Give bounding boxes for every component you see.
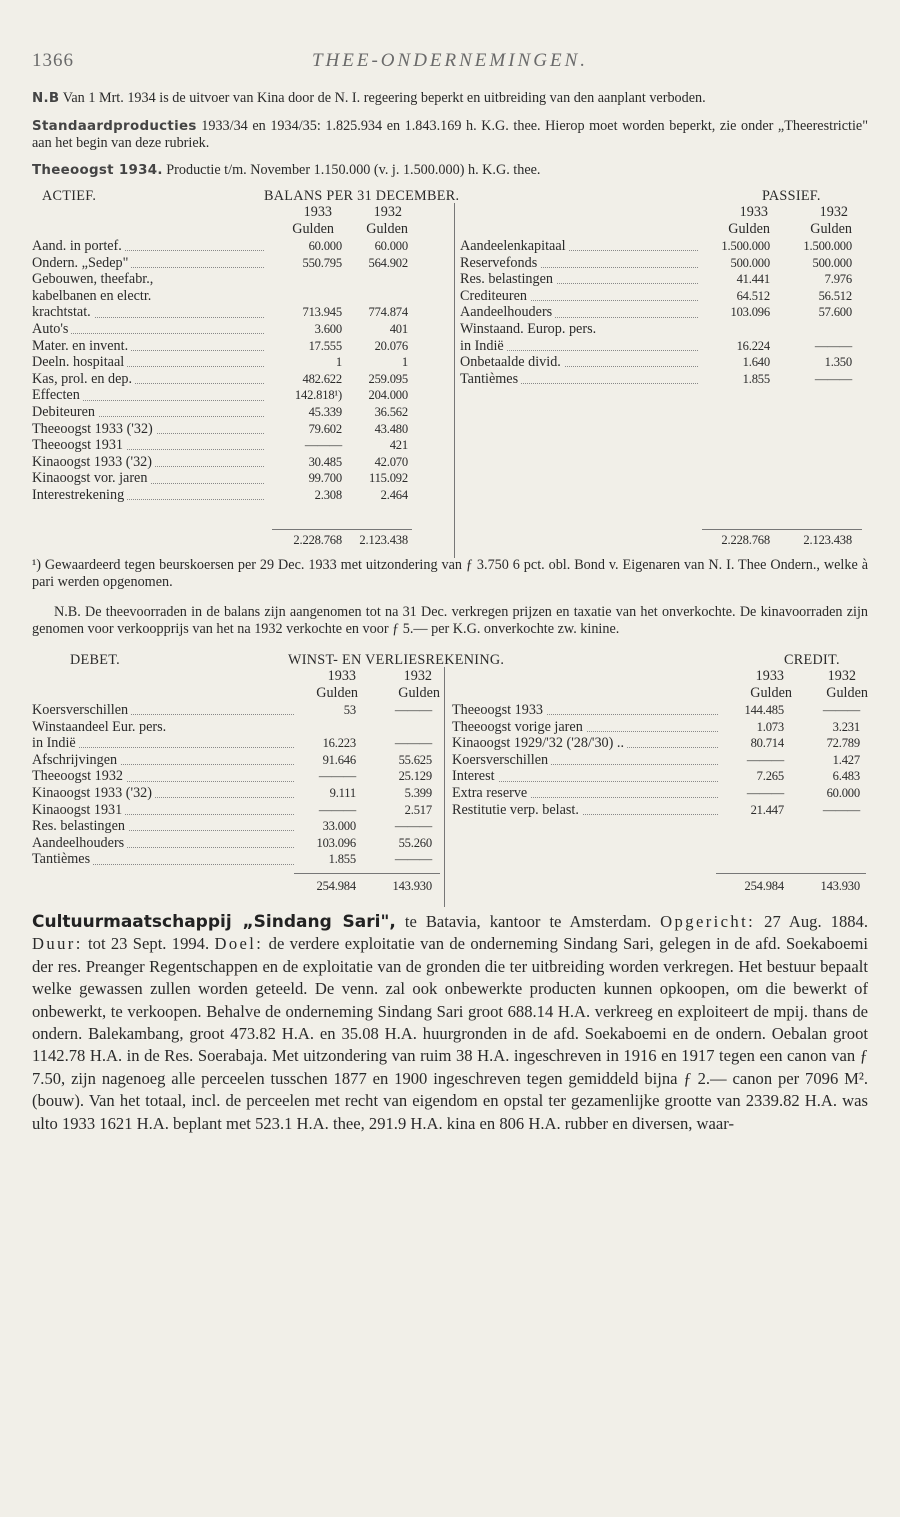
asset-label: Kas, prol. en dep. <box>32 372 135 387</box>
balance-divider <box>454 203 455 558</box>
asset-value-1933: ——— <box>304 438 342 453</box>
liability-value-1932: 7.976 <box>824 272 852 287</box>
founded-value: 27 Aug. 1884. <box>755 912 868 931</box>
balance-liab-year1: 1933 <box>739 204 768 220</box>
asset-value-1932: 204.000 <box>368 388 408 403</box>
asset-row <box>32 471 452 486</box>
running-header <box>32 50 868 90</box>
asset-label: kabelbanen en electr. <box>32 289 154 304</box>
balance-asset-year2: 1932 <box>373 204 402 220</box>
liability-row <box>460 305 860 320</box>
debit-label: Theeoogst 1932 <box>32 769 126 784</box>
company-description <box>32 911 868 1135</box>
credit-value-1933: 7.265 <box>756 769 784 784</box>
asset-label: Gebouwen, theefabr., <box>32 272 156 287</box>
credit-value-1933: 144.485 <box>744 703 784 717</box>
liability-value-1932: 1.350 <box>824 355 852 370</box>
nb-label: N.B <box>32 91 60 106</box>
asset-row <box>32 289 452 304</box>
credit-value-1932: 60.000 <box>826 786 860 800</box>
pl-left-total-rule <box>294 873 440 874</box>
balance-footnote: ¹) Gewaardeerd tegen beurskoersen per 29 Dec. 1933 met uitzondering van ƒ 3.750 6 pct. obl. Bond v. Eigenaren van N. I. Thee Ondern., welke à pari werden opgenomen. <box>32 557 868 590</box>
liability-value-1933: 500.000 <box>730 255 770 270</box>
asset-label: Debiteuren <box>32 405 98 420</box>
balance-left-total-1932: 2.123.438 <box>359 533 408 547</box>
pl-right-total-1932: 143.930 <box>820 879 860 893</box>
asset-label: Kinaoogst vor. jaren <box>32 471 150 486</box>
credit-value-1932: 3.231 <box>832 719 860 734</box>
credit-value-1932: ——— <box>822 703 860 717</box>
debit-row <box>32 703 442 718</box>
debit-value-1933: 91.646 <box>322 752 356 767</box>
liability-value-1933: 1.640 <box>742 355 770 370</box>
asset-value-1932: 115.092 <box>368 471 408 486</box>
pl-credit-unit1: Gulden <box>750 685 792 701</box>
debit-value-1932: 2.517 <box>404 802 432 817</box>
credit-value-1932: 72.789 <box>826 736 860 751</box>
debit-row <box>32 736 442 751</box>
credit-row <box>452 786 868 801</box>
intro-notes <box>32 90 868 179</box>
credit-label: Theeoogst 1933 <box>452 703 546 718</box>
asset-row <box>32 372 452 387</box>
liability-value-1932: ——— <box>814 371 852 386</box>
nb-text: Van 1 Mrt. 1934 is de uitvoer van Kina door de N. I. regeering beperkt en uitbreiding van den aanplant verboden. <box>62 90 706 106</box>
nb-stock-note: N.B. De theevoorraden in de balans zijn aangenomen tot na 31 Dec. verkregen prijzen en taxatie van het onverkochte. De kinavoorraden zijn genomen voor verkoopprijs van het na 1932 verkochte en voor ƒ 5.— per K.G. onverkochte zw. kinine. <box>32 604 868 637</box>
debit-row <box>32 819 442 834</box>
asset-row <box>32 488 452 503</box>
credit-row <box>452 720 868 735</box>
debit-value-1932: ——— <box>394 703 432 717</box>
debit-value-1933: 103.096 <box>316 835 356 850</box>
debit-value-1932: 55.260 <box>398 835 432 850</box>
credit-label: Restitutie verp. belast. <box>452 803 582 818</box>
balance-asset-unit1: Gulden <box>292 221 334 237</box>
pl-divider <box>444 667 445 907</box>
credit-value-1932: 1.427 <box>832 752 860 767</box>
asset-row <box>32 422 452 437</box>
debit-value-1933: 9.111 <box>329 786 356 800</box>
debit-label: in Indië <box>32 736 79 751</box>
liability-value-1933: 103.096 <box>730 305 770 320</box>
liability-row <box>460 256 860 271</box>
asset-value-1933: 3.600 <box>314 322 342 336</box>
liability-value-1932: 57.600 <box>818 305 852 320</box>
std-label: Standaardproducties <box>32 118 197 134</box>
document-page <box>32 50 868 1135</box>
credit-row <box>452 769 868 784</box>
debit-row <box>32 836 442 851</box>
credit-row <box>452 703 868 718</box>
pl-left-total-1933: 254.984 <box>316 879 356 893</box>
debit-label: Kinaoogst 1931 <box>32 803 125 818</box>
purpose-text: de verdere exploitatie van de onderneming Sindang Sari, gelegen in de afd. Soekaboemi der res. Preanger Regentschappen en de exploitatie van de gronden die ter uitbreiding worden verkregen. Het bestuur bepaalt welke gewassen zullen worden geteeld. De venn. zal ook onbewerkte producten kunnen opkoopen, om die bewerkt of onbewerkt, te verkoopen. Behalve de onderneming Sindang Sari groot 688.14 H.A. verkreeg en exploiteert de mpij. thans de ondern. Balekambang, groot 473.82 H.A. en 35.08 H.A. huurgronden in de afd. Soekaboemi en de ondern. Oebalan groot 1142.78 H.A. in de Res. Soerabaja. Met uitzondering van ruim 38 H.A. ingeschreven in 1916 en 1917 tegen een canon van ƒ 7.50, zijn nagenoeg alle perceelen tusschen 1877 en 1900 ingeschreven tegen gemiddeld bijna ƒ 2.— canon per 7096 M². (bouw). Van het totaal, incl. de perceelen met recht van eigendom en opstal ter gezamenlijke grootte van 2339.82 H.A. was ulto 1933 1621 H.A. beplant met 523.1 H.A. thee, 291.9 H.A. kina en 806 H.A. rubber en diversen, waar- <box>32 934 868 1133</box>
debit-value-1933: 53 <box>343 703 356 717</box>
liability-value-1932: ——— <box>814 338 852 353</box>
balance-right-total-1932: 2.123.438 <box>803 533 852 547</box>
asset-value-1932: 20.076 <box>374 338 408 353</box>
asset-value-1933: 45.339 <box>308 405 342 419</box>
asset-value-1933: 99.700 <box>308 471 342 486</box>
liability-value-1933: 1.500.000 <box>721 239 770 253</box>
purpose-label: Doel: <box>214 934 264 954</box>
debit-value-1932: 55.625 <box>398 752 432 767</box>
liability-value-1933: 64.512 <box>736 288 770 303</box>
liability-row <box>460 339 860 354</box>
debit-value-1933: 33.000 <box>322 819 356 834</box>
company-location: te Batavia, kantoor te Amsterdam. <box>395 912 652 931</box>
credit-label: Theeoogst vorige jaren <box>452 720 586 735</box>
pl-debit-year1: 1933 <box>327 668 356 684</box>
debit-value-1932: 5.399 <box>404 786 432 800</box>
debit-value-1933: 1.855 <box>328 852 356 867</box>
liability-value-1933: 1.855 <box>742 371 770 386</box>
pl-title: WINST- EN VERLIESREKENING. <box>288 652 505 668</box>
credit-value-1933: 1.073 <box>756 719 784 734</box>
credit-row <box>452 803 868 818</box>
pl-left-title: DEBET. <box>70 652 121 668</box>
balance-left-total-1933: 2.228.768 <box>293 533 342 547</box>
liability-value-1932: 1.500.000 <box>803 239 852 253</box>
liability-label: Winstaand. Europ. pers. <box>460 322 599 337</box>
liability-value-1933: 16.224 <box>736 338 770 353</box>
debit-value-1932: 25.129 <box>398 769 432 784</box>
asset-value-1933: 79.602 <box>308 421 342 436</box>
harvest-paragraph <box>32 162 868 180</box>
founded-label: Opgericht: <box>660 912 756 931</box>
page-number: 1366 <box>32 50 74 71</box>
credit-value-1933: 80.714 <box>750 736 784 751</box>
liability-row <box>460 372 860 387</box>
pl-credit-year1: 1933 <box>755 668 784 684</box>
asset-label: Aand. in portef. <box>32 239 125 254</box>
balance-right-total-rule <box>702 529 862 530</box>
asset-label: Theeoogst 1933 ('32) <box>32 422 156 437</box>
asset-value-1933: 142.818¹) <box>294 388 342 403</box>
debit-label: Aandeelhouders <box>32 836 127 851</box>
debit-label: Kinaoogst 1933 ('32) <box>32 786 155 801</box>
asset-row <box>32 339 452 354</box>
asset-value-1933: 17.555 <box>308 338 342 353</box>
asset-label: Ondern. „Sedep" <box>32 256 131 271</box>
balance-liab-year2: 1932 <box>819 204 848 220</box>
liability-label: Onbetaalde divid. <box>460 355 564 370</box>
asset-value-1932: 259.095 <box>368 371 408 386</box>
debit-row <box>32 786 442 801</box>
asset-label: Deeln. hospitaal <box>32 355 127 370</box>
asset-value-1932: 42.070 <box>374 454 408 469</box>
debit-row <box>32 852 442 867</box>
credit-value-1933: ——— <box>746 752 784 767</box>
balance-right-total-1933: 2.228.768 <box>721 533 770 547</box>
liability-label: Crediteuren <box>460 289 530 304</box>
asset-value-1932: 1 <box>401 355 408 370</box>
pl-debit-unit1: Gulden <box>316 685 358 701</box>
debit-value-1933: 16.223 <box>322 736 356 751</box>
credit-value-1933: ——— <box>746 786 784 800</box>
balance-left-total-rule <box>272 529 412 530</box>
balance-liab-unit1: Gulden <box>728 221 770 237</box>
asset-label: krachtstat. <box>32 305 94 320</box>
debit-value-1932: ——— <box>394 852 432 867</box>
duration-label: Duur: <box>32 934 83 954</box>
balance-liab-unit2: Gulden <box>810 221 852 237</box>
asset-value-1932: 401 <box>389 322 408 336</box>
asset-value-1933: 1 <box>335 355 342 370</box>
balance-title: BALANS PER 31 DECEMBER. <box>264 188 460 204</box>
credit-value-1932: ——— <box>822 802 860 817</box>
asset-value-1933: 2.308 <box>314 488 342 502</box>
debit-row <box>32 803 442 818</box>
liability-row <box>460 355 860 370</box>
asset-label: Effecten <box>32 388 83 403</box>
standard-production-paragraph <box>32 118 868 152</box>
pl-credit-year2: 1932 <box>827 668 856 684</box>
nb-paragraph <box>32 90 868 108</box>
debit-label: Winstaandeel Eur. pers. <box>32 720 169 735</box>
asset-value-1932: 2.464 <box>380 488 408 502</box>
asset-value-1932: 564.902 <box>368 255 408 270</box>
harvest-text: Productie t/m. November 1.150.000 (v. j. 1.500.000) h. K.G. thee. <box>166 161 541 178</box>
liability-row <box>460 322 860 337</box>
debit-value-1933: ——— <box>318 802 356 817</box>
asset-row <box>32 239 452 254</box>
company-name: Cultuurmaatschappij „Sindang Sari", <box>32 912 396 932</box>
credit-label: Koersverschillen <box>452 753 551 768</box>
asset-label: Theeoogst 1931 <box>32 438 126 453</box>
debit-row <box>32 753 442 768</box>
asset-value-1933: 482.622 <box>302 371 342 386</box>
credit-row <box>452 753 868 768</box>
pl-debit-unit2: Gulden <box>398 685 440 701</box>
asset-row <box>32 256 452 271</box>
profit-loss-account <box>32 653 868 903</box>
debit-label: Tantièmes <box>32 852 93 867</box>
balance-asset-year1: 1933 <box>303 204 332 220</box>
asset-label: Kinaoogst 1933 ('32) <box>32 455 155 470</box>
liability-label: Reservefonds <box>460 256 540 271</box>
debit-row <box>32 720 442 735</box>
pl-credit-unit2: Gulden <box>826 685 868 701</box>
liability-value-1932: 56.512 <box>818 288 852 303</box>
asset-row <box>32 405 452 420</box>
asset-value-1933: 713.945 <box>302 305 342 320</box>
credit-label: Interest <box>452 769 498 784</box>
pl-right-total-rule <box>716 873 866 874</box>
harvest-label: Theeoogst 1934. <box>32 162 163 178</box>
asset-row <box>32 355 452 370</box>
asset-label: Auto's <box>32 322 71 337</box>
debit-value-1933: ——— <box>318 769 356 784</box>
asset-value-1932: 421 <box>389 438 408 453</box>
credit-row <box>452 736 868 751</box>
liability-label: Res. belastingen <box>460 272 556 287</box>
asset-row <box>32 438 452 453</box>
credit-value-1933: 21.447 <box>750 802 784 817</box>
liability-value-1932: 500.000 <box>812 255 852 270</box>
debit-row <box>32 769 442 784</box>
asset-value-1932: 60.000 <box>374 239 408 253</box>
duration-value: tot 23 Sept. 1994. <box>82 934 210 954</box>
debit-label: Koersverschillen <box>32 703 131 718</box>
asset-value-1933: 30.485 <box>308 454 342 469</box>
balance-right-title: PASSIEF. <box>762 188 821 204</box>
liability-row <box>460 272 860 287</box>
liability-label: Aandeelhouders <box>460 305 555 320</box>
liability-value-1933: 41.441 <box>736 272 770 287</box>
running-title: THEE-ONDERNEMINGEN. <box>311 50 588 71</box>
pl-debit-year2: 1932 <box>403 668 432 684</box>
credit-label: Kinaoogst 1929/'32 ('28/'30) .. <box>452 736 627 751</box>
asset-value-1933: 60.000 <box>308 239 342 253</box>
credit-value-1932: 6.483 <box>832 769 860 784</box>
balance-asset-unit2: Gulden <box>366 221 408 237</box>
liability-row <box>460 289 860 304</box>
credit-label: Extra reserve <box>452 786 530 801</box>
std-text: 1933/34 en 1934/35: 1.825.934 en 1.843.169 h. K.G. thee. Hierop moet worden beperkt, zie onder „Theerestrictie" aan het begin van deze rubriek. <box>32 117 868 151</box>
liability-label: Aandeelenkapitaal <box>460 239 569 254</box>
balance-sheet <box>32 189 868 559</box>
debit-value-1932: ——— <box>394 819 432 834</box>
asset-row <box>32 272 452 287</box>
debit-label: Res. belastingen <box>32 819 128 834</box>
balance-left-title: ACTIEF. <box>42 188 97 204</box>
asset-row <box>32 322 452 337</box>
liability-label: Tantièmes <box>460 372 521 387</box>
asset-label: Mater. en invent. <box>32 339 131 354</box>
asset-row <box>32 388 452 403</box>
asset-value-1932: 774.874 <box>368 305 408 320</box>
asset-row <box>32 455 452 470</box>
asset-row <box>32 305 452 320</box>
debit-label: Afschrijvingen <box>32 753 120 768</box>
pl-left-total-1932: 143.930 <box>392 879 432 893</box>
pl-right-title: CREDIT. <box>784 652 840 668</box>
asset-value-1932: 43.480 <box>374 421 408 436</box>
liability-label: in Indië <box>460 339 507 354</box>
liability-row <box>460 239 860 254</box>
asset-label: Interestrekening <box>32 488 127 503</box>
asset-value-1933: 550.795 <box>302 255 342 270</box>
debit-value-1932: ——— <box>394 736 432 751</box>
pl-right-total-1933: 254.984 <box>744 879 784 893</box>
asset-value-1932: 36.562 <box>374 405 408 419</box>
